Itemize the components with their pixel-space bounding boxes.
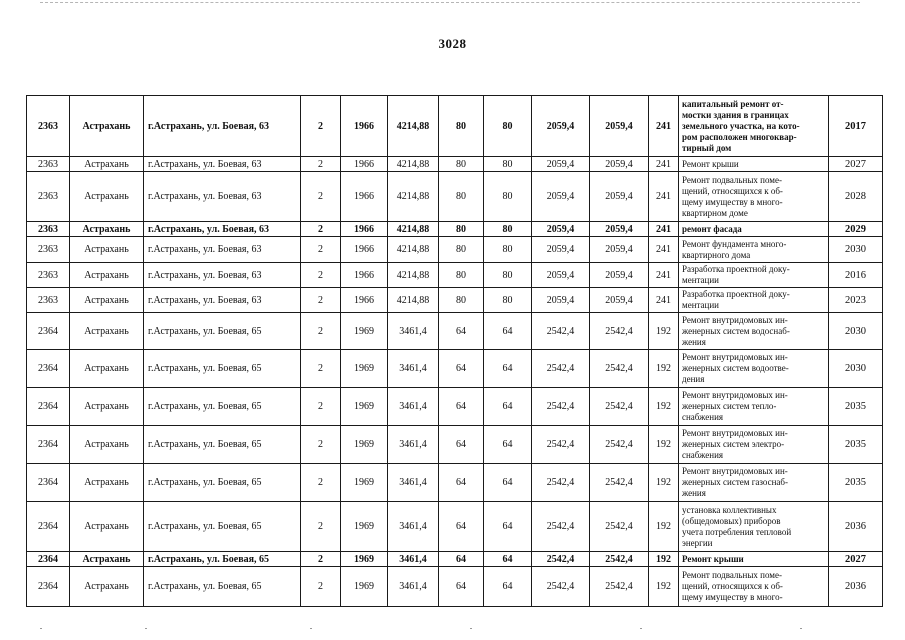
record-number-cell: 2363 [27, 263, 70, 288]
col8-cell: 80 [484, 237, 532, 263]
planned-year-cell: 2027 [829, 552, 883, 567]
residents-cell: 192 [649, 552, 679, 567]
work-type-cell: Ремонт внутридомовых ин- женерных систем тепло- снабжения [679, 388, 829, 426]
col8-cell: 64 [484, 567, 532, 607]
area-cell-a: 2059,4 [532, 172, 590, 222]
municipality-cell: Астрахань [70, 313, 144, 350]
municipality-cell: Астрахань [70, 237, 144, 263]
area-cell-b: 2059,4 [590, 263, 649, 288]
work-type-cell: Ремонт внутридомовых ин- женерных систем электро- снабжения [679, 426, 829, 464]
record-number-cell: 2364 [27, 426, 70, 464]
work-type-cell: Разработка проектной доку- ментации [679, 263, 829, 288]
record-number-cell: 2364 [27, 464, 70, 502]
address-cell: г.Астрахань, ул. Боевая, 65 [144, 464, 301, 502]
planned-year-cell: 2017 [829, 96, 883, 157]
residents-cell: 241 [649, 157, 679, 172]
area-cell-a: 2542,4 [532, 350, 590, 388]
area-cell-b: 2542,4 [590, 464, 649, 502]
municipality-cell: Астрахань [70, 567, 144, 607]
table-row [27, 263, 883, 288]
commissioning-year-cell: 1966 [341, 96, 388, 157]
record-number-cell: 2364 [27, 350, 70, 388]
col7-cell: 80 [439, 288, 484, 313]
area-cell-b: 2059,4 [590, 172, 649, 222]
work-type-cell: капитальный ремонт от- мостки здания в границах земельного участка, на кото- ром расположен многоквар- тирный дом [679, 96, 829, 157]
municipality-cell: Астрахань [70, 552, 144, 567]
table-row [27, 502, 883, 552]
municipality-cell: Астрахань [70, 222, 144, 237]
area-cell-a: 2059,4 [532, 96, 590, 157]
col8-cell: 80 [484, 288, 532, 313]
col7-cell: 80 [439, 96, 484, 157]
record-number-cell: 2364 [27, 502, 70, 552]
col7-cell: 64 [439, 567, 484, 607]
residents-cell: 241 [649, 222, 679, 237]
municipality-cell: Астрахань [70, 172, 144, 222]
floors-cell: 2 [301, 237, 341, 263]
area-cell-b: 2542,4 [590, 552, 649, 567]
planned-year-cell: 2035 [829, 464, 883, 502]
work-type-cell: Ремонт фундамента много- квартирного дома [679, 237, 829, 263]
col7-cell: 80 [439, 157, 484, 172]
col7-cell: 80 [439, 237, 484, 263]
work-type-cell: Ремонт подвальных поме- щений, относящихся к об- щему имуществу в много- [679, 567, 829, 607]
planned-year-cell: 2030 [829, 313, 883, 350]
area-cell-a: 2059,4 [532, 222, 590, 237]
commissioning-year-cell: 1966 [341, 263, 388, 288]
address-cell: г.Астрахань, ул. Боевая, 63 [144, 222, 301, 237]
address-cell: г.Астрахань, ул. Боевая, 65 [144, 388, 301, 426]
area-cell-a: 2059,4 [532, 237, 590, 263]
planned-year-cell: 2016 [829, 263, 883, 288]
record-number-cell: 2363 [27, 288, 70, 313]
residents-cell: 192 [649, 502, 679, 552]
floors-cell: 2 [301, 552, 341, 567]
area-cell-b: 2059,4 [590, 288, 649, 313]
area-cell-a: 2542,4 [532, 502, 590, 552]
floors-cell: 2 [301, 567, 341, 607]
planned-year-cell: 2027 [829, 157, 883, 172]
area-cell-a: 2059,4 [532, 157, 590, 172]
municipality-cell: Астрахань [70, 263, 144, 288]
col7-cell: 80 [439, 172, 484, 222]
address-cell: г.Астрахань, ул. Боевая, 63 [144, 288, 301, 313]
total-area-cell: 3461,4 [388, 388, 439, 426]
total-area-cell: 3461,4 [388, 426, 439, 464]
record-number-cell: 2363 [27, 172, 70, 222]
work-type-cell: Ремонт внутридомовых ин- женерных систем водоснаб- жения [679, 313, 829, 350]
scan-bottom-artifacts [0, 628, 905, 640]
municipality-cell: Астрахань [70, 350, 144, 388]
col8-cell: 80 [484, 222, 532, 237]
work-type-cell: Ремонт внутридомовых ин- женерных систем газоснаб- жения [679, 464, 829, 502]
floors-cell: 2 [301, 350, 341, 388]
work-type-cell: Ремонт подвальных поме- щений, относящихся к об- щему имуществу в много- квартирном доме [679, 172, 829, 222]
col7-cell: 64 [439, 426, 484, 464]
residents-cell: 241 [649, 172, 679, 222]
floors-cell: 2 [301, 426, 341, 464]
record-number-cell: 2363 [27, 237, 70, 263]
municipality-cell: Астрахань [70, 426, 144, 464]
planned-year-cell: 2036 [829, 567, 883, 607]
area-cell-b: 2059,4 [590, 157, 649, 172]
floors-cell: 2 [301, 388, 341, 426]
planned-year-cell: 2030 [829, 237, 883, 263]
address-cell: г.Астрахань, ул. Боевая, 65 [144, 313, 301, 350]
record-number-cell: 2364 [27, 388, 70, 426]
area-cell-b: 2542,4 [590, 388, 649, 426]
total-area-cell: 4214,88 [388, 172, 439, 222]
col8-cell: 64 [484, 552, 532, 567]
record-number-cell: 2364 [27, 567, 70, 607]
commissioning-year-cell: 1966 [341, 222, 388, 237]
planned-year-cell: 2035 [829, 388, 883, 426]
table-row [27, 350, 883, 388]
commissioning-year-cell: 1966 [341, 288, 388, 313]
commissioning-year-cell: 1969 [341, 350, 388, 388]
table-row [27, 464, 883, 502]
table-row [27, 567, 883, 607]
table-row [27, 552, 883, 567]
work-type-cell: ремонт фасада [679, 222, 829, 237]
address-cell: г.Астрахань, ул. Боевая, 63 [144, 237, 301, 263]
total-area-cell: 4214,88 [388, 96, 439, 157]
col7-cell: 64 [439, 552, 484, 567]
commissioning-year-cell: 1966 [341, 237, 388, 263]
address-cell: г.Астрахань, ул. Боевая, 65 [144, 426, 301, 464]
col8-cell: 80 [484, 96, 532, 157]
table-row [27, 157, 883, 172]
commissioning-year-cell: 1969 [341, 567, 388, 607]
col8-cell: 64 [484, 502, 532, 552]
address-cell: г.Астрахань, ул. Боевая, 65 [144, 350, 301, 388]
record-number-cell: 2363 [27, 222, 70, 237]
total-area-cell: 3461,4 [388, 464, 439, 502]
commissioning-year-cell: 1969 [341, 502, 388, 552]
area-cell-b: 2542,4 [590, 426, 649, 464]
col8-cell: 64 [484, 313, 532, 350]
planned-year-cell: 2028 [829, 172, 883, 222]
residents-cell: 241 [649, 263, 679, 288]
col8-cell: 80 [484, 263, 532, 288]
commissioning-year-cell: 1969 [341, 313, 388, 350]
page-number: 3028 [438, 36, 467, 51]
col8-cell: 80 [484, 157, 532, 172]
col7-cell: 64 [439, 464, 484, 502]
col7-cell: 80 [439, 263, 484, 288]
total-area-cell: 3461,4 [388, 567, 439, 607]
residents-cell: 192 [649, 313, 679, 350]
planned-year-cell: 2029 [829, 222, 883, 237]
planned-year-cell: 2035 [829, 426, 883, 464]
commissioning-year-cell: 1969 [341, 388, 388, 426]
total-area-cell: 4214,88 [388, 237, 439, 263]
residents-cell: 192 [649, 388, 679, 426]
area-cell-b: 2059,4 [590, 222, 649, 237]
col7-cell: 64 [439, 388, 484, 426]
floors-cell: 2 [301, 288, 341, 313]
floors-cell: 2 [301, 222, 341, 237]
municipality-cell: Астрахань [70, 288, 144, 313]
col8-cell: 64 [484, 350, 532, 388]
col7-cell: 64 [439, 313, 484, 350]
address-cell: г.Астрахань, ул. Боевая, 63 [144, 263, 301, 288]
col7-cell: 64 [439, 350, 484, 388]
record-number-cell: 2363 [27, 96, 70, 157]
commissioning-year-cell: 1969 [341, 552, 388, 567]
floors-cell: 2 [301, 172, 341, 222]
floors-cell: 2 [301, 96, 341, 157]
floors-cell: 2 [301, 263, 341, 288]
floors-cell: 2 [301, 157, 341, 172]
total-area-cell: 4214,88 [388, 263, 439, 288]
residents-cell: 192 [649, 426, 679, 464]
address-cell: г.Астрахань, ул. Боевая, 63 [144, 172, 301, 222]
total-area-cell: 3461,4 [388, 502, 439, 552]
work-type-cell: Ремонт крыши [679, 157, 829, 172]
address-cell: г.Астрахань, ул. Боевая, 63 [144, 157, 301, 172]
residents-cell: 241 [649, 237, 679, 263]
col8-cell: 64 [484, 464, 532, 502]
table-row [27, 96, 883, 157]
work-type-cell: Разработка проектной доку- ментации [679, 288, 829, 313]
col8-cell: 64 [484, 426, 532, 464]
total-area-cell: 3461,4 [388, 552, 439, 567]
area-cell-b: 2542,4 [590, 567, 649, 607]
planned-year-cell: 2030 [829, 350, 883, 388]
commissioning-year-cell: 1969 [341, 464, 388, 502]
housing-repair-table [26, 95, 883, 607]
commissioning-year-cell: 1966 [341, 157, 388, 172]
table-row [27, 172, 883, 222]
address-cell: г.Астрахань, ул. Боевая, 65 [144, 567, 301, 607]
residents-cell: 241 [649, 288, 679, 313]
work-type-cell: установка коллективных (общедомовых) приборов учета потребления тепловой энергии [679, 502, 829, 552]
total-area-cell: 3461,4 [388, 350, 439, 388]
area-cell-a: 2542,4 [532, 426, 590, 464]
total-area-cell: 4214,88 [388, 288, 439, 313]
scan-top-rule [40, 2, 860, 3]
municipality-cell: Астрахань [70, 388, 144, 426]
floors-cell: 2 [301, 313, 341, 350]
total-area-cell: 4214,88 [388, 157, 439, 172]
table-row [27, 388, 883, 426]
record-number-cell: 2363 [27, 157, 70, 172]
address-cell: г.Астрахань, ул. Боевая, 65 [144, 552, 301, 567]
total-area-cell: 3461,4 [388, 313, 439, 350]
floors-cell: 2 [301, 502, 341, 552]
area-cell-a: 2059,4 [532, 288, 590, 313]
col7-cell: 64 [439, 502, 484, 552]
municipality-cell: Астрахань [70, 96, 144, 157]
area-cell-a: 2542,4 [532, 464, 590, 502]
residents-cell: 192 [649, 464, 679, 502]
record-number-cell: 2364 [27, 313, 70, 350]
floors-cell: 2 [301, 464, 341, 502]
work-type-cell: Ремонт крыши [679, 552, 829, 567]
address-cell: г.Астрахань, ул. Боевая, 65 [144, 502, 301, 552]
table-row [27, 426, 883, 464]
col8-cell: 64 [484, 388, 532, 426]
area-cell-b: 2542,4 [590, 350, 649, 388]
col7-cell: 80 [439, 222, 484, 237]
municipality-cell: Астрахань [70, 157, 144, 172]
municipality-cell: Астрахань [70, 464, 144, 502]
planned-year-cell: 2036 [829, 502, 883, 552]
table-row [27, 237, 883, 263]
record-number-cell: 2364 [27, 552, 70, 567]
work-type-cell: Ремонт внутридомовых ин- женерных систем водоотве- дения [679, 350, 829, 388]
area-cell-b: 2542,4 [590, 502, 649, 552]
area-cell-b: 2059,4 [590, 96, 649, 157]
table-row [27, 313, 883, 350]
address-cell: г.Астрахань, ул. Боевая, 63 [144, 96, 301, 157]
residents-cell: 241 [649, 96, 679, 157]
col8-cell: 80 [484, 172, 532, 222]
table-row [27, 222, 883, 237]
area-cell-b: 2542,4 [590, 313, 649, 350]
total-area-cell: 4214,88 [388, 222, 439, 237]
area-cell-a: 2542,4 [532, 313, 590, 350]
area-cell-a: 2542,4 [532, 567, 590, 607]
residents-cell: 192 [649, 350, 679, 388]
area-cell-b: 2059,4 [590, 237, 649, 263]
planned-year-cell: 2023 [829, 288, 883, 313]
area-cell-a: 2542,4 [532, 552, 590, 567]
municipality-cell: Астрахань [70, 502, 144, 552]
table-row [27, 288, 883, 313]
area-cell-a: 2542,4 [532, 388, 590, 426]
commissioning-year-cell: 1966 [341, 172, 388, 222]
commissioning-year-cell: 1969 [341, 426, 388, 464]
area-cell-a: 2059,4 [532, 263, 590, 288]
residents-cell: 192 [649, 567, 679, 607]
